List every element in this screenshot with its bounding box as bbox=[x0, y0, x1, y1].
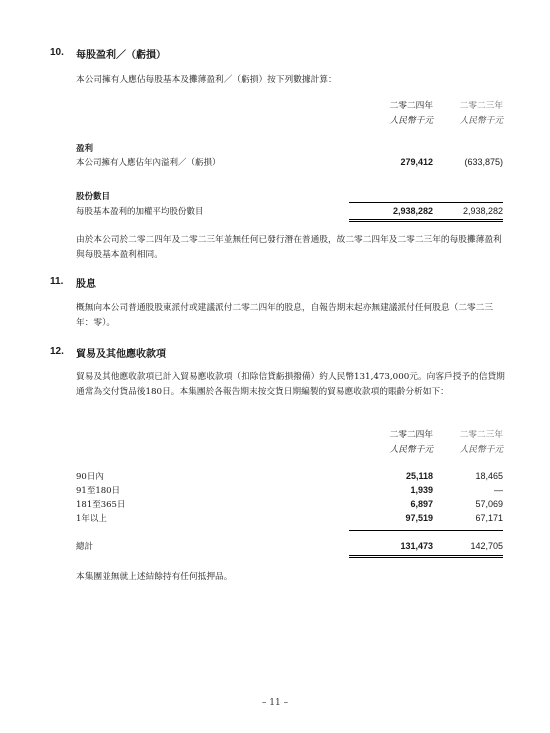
section-10-title: 每股盈利／（虧損） bbox=[76, 50, 166, 61]
section-11-text: 概無向本公司普通股股東派付或建議派付二零二四年的股息，自報告期末起亦無建議派付任何股息（二零二三年：零）。 bbox=[76, 303, 493, 328]
total-prior: 142,705 bbox=[470, 541, 503, 551]
col-header-current-12: 二零二四年 bbox=[389, 430, 433, 440]
aging-row-current: 6,897 bbox=[410, 499, 433, 509]
unit-prior: 人民幣千元 bbox=[459, 116, 503, 126]
earnings-prior: (633,875) bbox=[464, 157, 503, 167]
unit-current-12: 人民幣千元 bbox=[389, 445, 433, 455]
total-rule-prior bbox=[420, 530, 503, 531]
shares-current: 2,938,282 bbox=[392, 206, 433, 216]
aging-row-current: 97,519 bbox=[405, 513, 433, 523]
aging-row-prior: 67,171 bbox=[475, 513, 503, 523]
shares-double-rule-prior bbox=[420, 219, 503, 222]
aging-row-prior: 57,069 bbox=[475, 499, 503, 509]
aging-row-label: 1年以上 bbox=[76, 514, 107, 524]
aging-row-prior: — bbox=[494, 485, 503, 495]
aging-row-label: 181至365日 bbox=[76, 500, 126, 510]
page-number: – 11 – bbox=[261, 698, 289, 708]
total-current: 131,473 bbox=[400, 541, 433, 551]
shares-rule-prior bbox=[420, 202, 503, 203]
section-11-number: 11. bbox=[50, 276, 64, 287]
unit-current: 人民幣千元 bbox=[389, 116, 433, 126]
section-12-number: 12. bbox=[50, 346, 64, 357]
col-header-prior-12: 二零二三年 bbox=[459, 430, 503, 440]
earnings-label: 本公司擁有人應佔年內溢利／（虧損） bbox=[76, 158, 221, 168]
aging-row-current: 25,118 bbox=[405, 471, 433, 481]
earnings-current: 279,412 bbox=[400, 157, 433, 167]
total-double-rule-prior bbox=[420, 555, 503, 558]
aging-row-prior: 18,465 bbox=[475, 471, 503, 481]
col-header-prior: 二零二三年 bbox=[459, 101, 503, 111]
section-12-title: 貿易及其他應收款項 bbox=[76, 349, 166, 360]
section-10-number: 10. bbox=[50, 47, 64, 58]
shares-heading: 股份數目 bbox=[76, 192, 111, 202]
section-11-title: 股息 bbox=[76, 279, 96, 290]
unit-prior-12: 人民幣千元 bbox=[459, 445, 503, 455]
aging-row-label: 91至180日 bbox=[76, 486, 121, 496]
aging-row-label: 90日內 bbox=[76, 472, 104, 482]
total-label: 總計 bbox=[76, 542, 94, 552]
col-header-current: 二零二四年 bbox=[389, 101, 433, 111]
section-10-intro: 本公司擁有人應佔每股基本及攤薄盈利／（虧損）按下列數據計算： bbox=[76, 75, 337, 85]
shares-prior: 2,938,282 bbox=[462, 206, 503, 216]
aging-row-current: 1,939 bbox=[410, 485, 433, 495]
section-12-text: 貿易及其他應收款項已計入貿易應收款項（扣除信貸虧損撥備）約人民幣131,473,000元。向客戶授予的信貸期通常為交付貨品後180日。本集團於各報告期末按交貨日期編製的貿易應收款項的賬齡分析如下： bbox=[76, 372, 505, 397]
shares-label: 每股基本盈利的加權平均股份數目 bbox=[76, 207, 204, 217]
section-10-note: 由於本公司於二零二四年及二零二三年並無任何已發行潛在普通股，故二零二四年及二零二三年的每股攤薄盈利與每股基本盈利相同。 bbox=[76, 235, 502, 260]
earnings-heading: 盈利 bbox=[76, 144, 94, 154]
section-12-note: 本集團並無就上述結餘持有任何抵押品。 bbox=[76, 572, 233, 582]
